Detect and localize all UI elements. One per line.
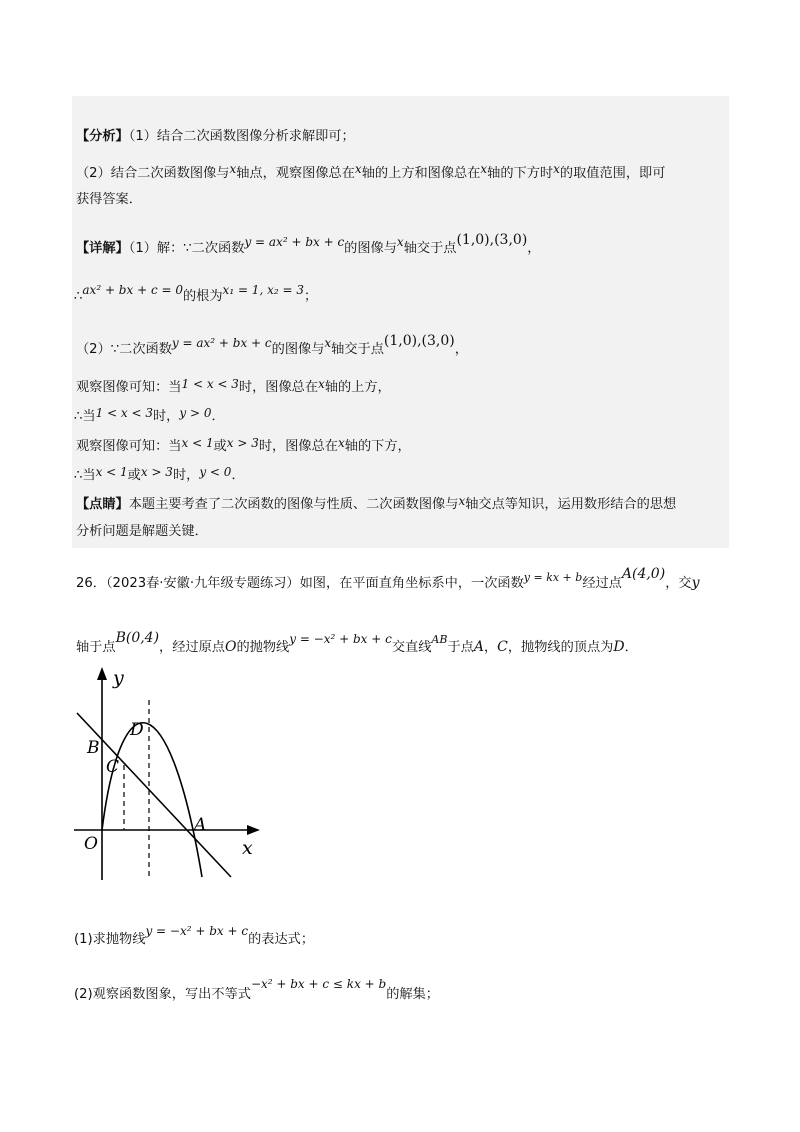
subquestion-1: (1)求抛物线y = −x² + bx + c的表达式；: [74, 924, 315, 947]
subquestion-2: (2)观察函数图象，写出不等式−x² + bx + c ≤ kx + b的解集；: [74, 977, 439, 1002]
xiangjie-tag: 【详解】: [76, 241, 129, 256]
analysis-line-5: ∴ax² + bx + c = 0的根为x₁ = 1, x₂ = 3；: [74, 283, 318, 304]
x-axis-arrow: [247, 825, 260, 835]
label-d: D: [130, 720, 144, 740]
label-x: x: [242, 837, 253, 859]
question-line-2: 轴于点B(0,4)，经过原点O的抛物线y = −x² + bx + c交直线$^{AB}$于点A，C，抛物线的顶点为D．: [76, 630, 638, 655]
question-number: 26．: [76, 576, 106, 591]
question-line-1: 26．（2023春·安徽·九年级专题练习）如图，在平面直角坐标系中，一次函数$^{y = kx + b}$经过点A(4,0)，交y: [76, 566, 700, 591]
analysis-line-8: ∴当1 < x < 3时，y > 0．: [74, 406, 225, 424]
analysis-line-1: 【分析】（1）结合二次函数图像分析求解即可；: [76, 129, 355, 144]
label-c: C: [106, 757, 120, 777]
fenxi-tag: 【分析】: [76, 129, 129, 144]
analysis-line-6: （2）∵二次函数y = ax² + bx + c的图像与x轴交于点(1,0),(3,0)，: [76, 333, 468, 357]
analysis-line-3: 获得答案．: [76, 192, 142, 207]
analysis-line-9: 观察图像可知：当x < 1或x > 3时，图像总在x轴的下方，: [76, 436, 411, 454]
analysis-line-11: 【点睛】本题主要考查了二次函数的图像与性质、二次函数图像与x轴交点等知识，运用数形结合的思想: [76, 494, 677, 512]
label-b: B: [87, 738, 100, 758]
analysis-line-7: 观察图像可知：当1 < x < 3时，图像总在x轴的上方，: [76, 377, 391, 395]
analysis-line-2: （2）结合二次函数图像与x轴点，观察图像总在x轴的上方和图像总在x轴的下方时x的取值范围，即可: [76, 162, 666, 181]
question-source: （2023春·安徽·九年级专题练习）: [105, 576, 300, 591]
label-o: O: [84, 834, 98, 854]
label-a: A: [194, 815, 207, 835]
line-ab: [77, 713, 231, 877]
analysis-line-10: ∴当x < 1或x > 3时，y < 0．: [74, 465, 245, 483]
analysis-line-4: 【详解】（1）解：∵二次函数y = ax² + bx + c的图像与x轴交于点(1,0),(3,0)，: [76, 232, 541, 256]
label-y: y: [113, 667, 124, 689]
analysis-line-12: 分析问题是解题关键．: [76, 524, 208, 539]
y-axis-arrow: [97, 667, 107, 680]
parabola-curve: [102, 723, 202, 877]
coordinate-figure: [66, 665, 266, 890]
dianjing-tag: 【点睛】: [76, 497, 129, 512]
